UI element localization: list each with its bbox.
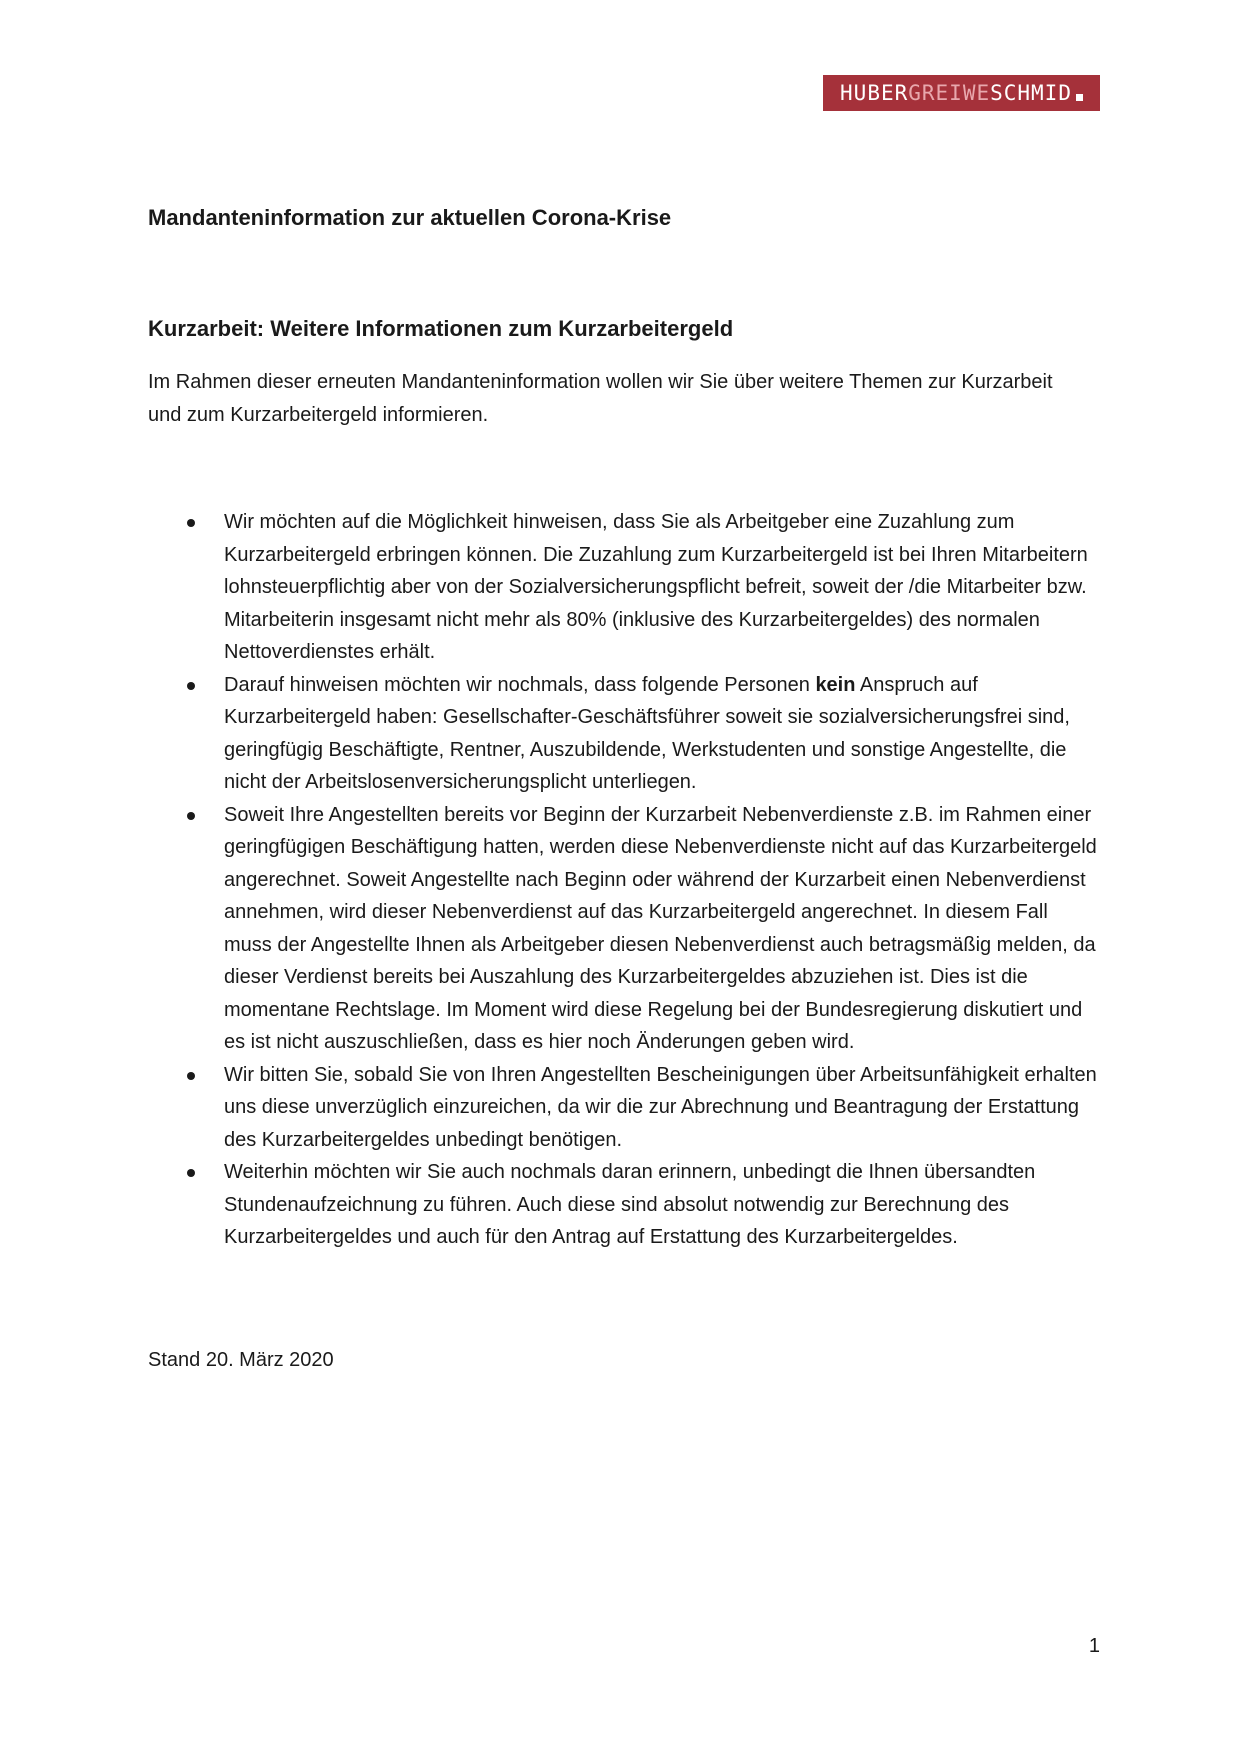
list-item xyxy=(148,669,1098,799)
list-item xyxy=(148,506,1098,669)
logo-word-schmid: SCHMID xyxy=(990,80,1072,105)
list-item-text-bold: kein xyxy=(815,673,856,696)
bullet-list xyxy=(148,506,1098,1254)
list-item-text: Weiterhin möchten wir Sie auch nochmals daran erinnern, unbedingt die Ihnen übersandten Stundenaufzeichnung zu führen. Auch diese sind absolut notwendig zur Berechnung des Kurzarbeitergeldes und auch für den Antrag auf Erstattung des Kurzarbeitergeldes. xyxy=(224,1161,1036,1248)
list-item xyxy=(148,799,1098,1059)
document-title: Mandanteninformation zur aktuellen Corona-Krise xyxy=(148,205,672,230)
list-item-text-after: Anspruch auf Kurzarbeitergeld haben: Gesellschafter-Geschäftsführer soweit sie sozialversicherungsfrei sind, geringfügig Beschäftigte, Rentner, Auszubildende, Werkstudenten und sonstige Angestellte, die nicht der Arbeitslosenversicherungsplicht unterliegen. xyxy=(224,673,1070,793)
list-item xyxy=(148,1156,1098,1254)
document-date: Stand 20. März 2020 xyxy=(148,1349,334,1371)
bullet-icon xyxy=(187,519,195,527)
logo-dot-icon xyxy=(1076,94,1083,101)
list-item xyxy=(148,1059,1098,1157)
list-item-text: Soweit Ihre Angestellten bereits vor Beginn der Kurzarbeit Nebenverdienste z.B. im Rahmen einer geringfügigen Beschäftigung hatten, werden diese Nebenverdienste nicht auf das Kurzarbeitergeld angerechnet. Soweit Angestellte nach Beginn oder während der Kurzarbeit einen Nebenverdienst annehmen, wird dieser Nebenverdienst auf das Kurzarbeitergeld angerechnet. In diesem Fall muss der Angestellte Ihnen als Arbeitgeber diesen Nebenverdienst auch betragsmäßig melden, da dieser Verdienst bereits bei Auszahlung des Kurzarbeitergeldes abzuziehen ist. Dies ist die momentane Rechtslage. Im Moment wird diese Regelung bei der Bundesregierung diskutiert und es ist nicht auszuschließen, dass es hier noch Änderungen geben wird. xyxy=(224,803,1097,1053)
list-item-text-before: Darauf hinweisen möchten wir nochmals, dass folgende Personen xyxy=(224,673,816,696)
intro-paragraph: Im Rahmen dieser erneuten Mandanteninformation wollen wir Sie über weitere Themen zur Kurzarbeit und zum Kurzarbeitergeld informieren. xyxy=(148,371,1053,426)
list-item-text: Wir bitten Sie, sobald Sie von Ihren Angestellten Bescheinigungen über Arbeitsunfähigkeit erhalten uns diese unverzüglich einzureichen, da wir die zur Abrechnung und Beantragung der Erstattung des Kurzarbeitergeldes unbedingt benötigen. xyxy=(224,1063,1097,1151)
bullet-icon xyxy=(187,1072,195,1080)
bullet-icon xyxy=(187,812,195,820)
page-number: 1 xyxy=(1088,1635,1100,1657)
bullet-icon xyxy=(187,1169,195,1177)
logo-word-huber: HUBER xyxy=(840,80,909,105)
bullet-icon xyxy=(187,682,195,690)
list-item-text: Wir möchten auf die Möglichkeit hinweisen, dass Sie als Arbeitgeber eine Zuzahlung zum Kurzarbeitergeld erbringen können. Die Zuzahlung zum Kurzarbeitergeld ist bei Ihren Mitarbeitern lohnsteuerpflichtig aber von der Sozialversicherungspflicht befreit, soweit der /die Mitarbeiter bzw. Mitarbeiterin insgesamt nicht mehr als 80% (inklusive des Kurzarbeitergeldes) des normalen Nettoverdienstes erhält. xyxy=(224,511,1088,663)
company-logo xyxy=(823,75,1100,111)
section-title: Kurzarbeit: Weitere Informationen zum Kurzarbeitergeld xyxy=(148,316,734,341)
logo-word-greiwe: GREIWE xyxy=(908,80,991,105)
